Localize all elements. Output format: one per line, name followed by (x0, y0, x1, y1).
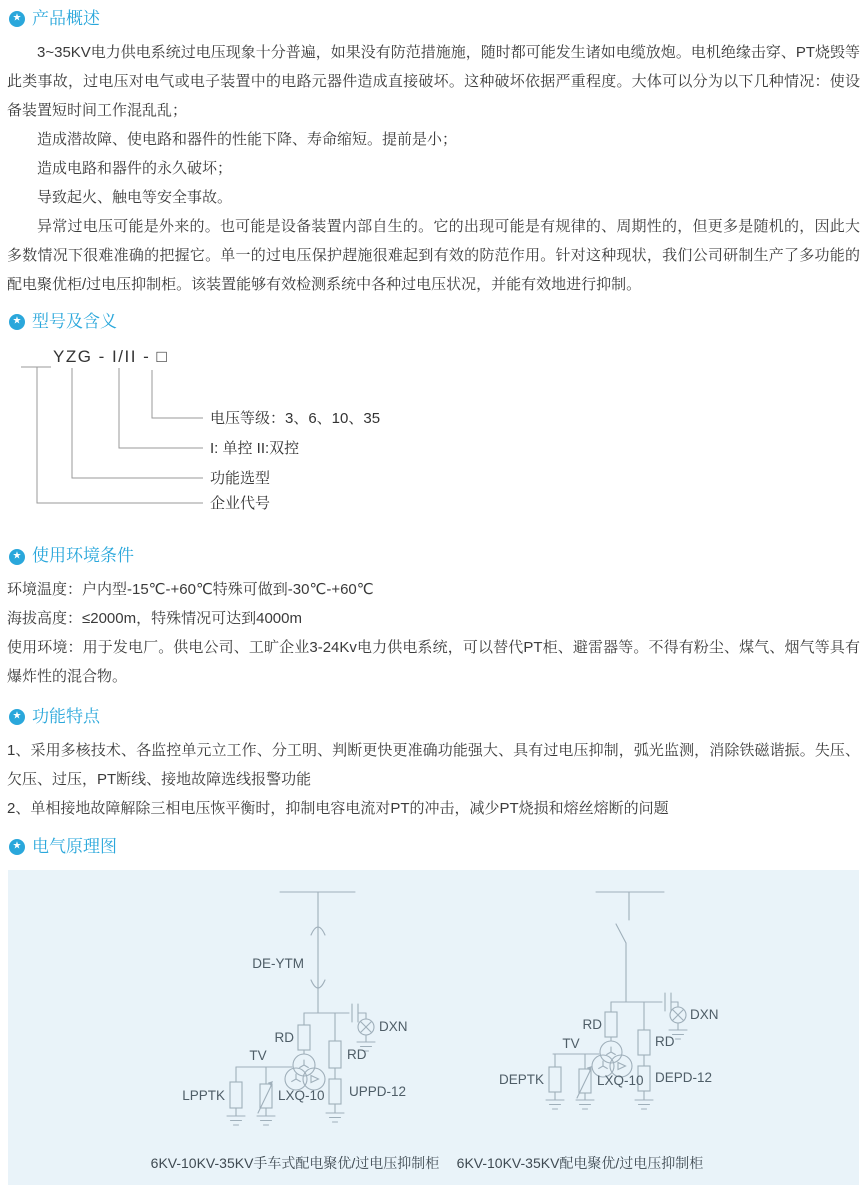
fuse-icon (329, 1041, 341, 1068)
model-connector-lines (21, 367, 203, 503)
label-depd: DEPD-12 (655, 1070, 713, 1086)
fuse-icon (605, 1012, 617, 1037)
environment-item: 海拔高度：≤2000m，特殊情况可达到4000m (7, 610, 302, 628)
label-dxn: DXN (379, 1019, 408, 1035)
label-fuse-rd: RD (347, 1047, 367, 1063)
overview-paragraph: 造成电路和器件的永久破坏； (37, 159, 233, 177)
section-title-model (9, 313, 860, 332)
section-title-schematic (9, 838, 860, 857)
model-label-voltage: 电压等级：3、6、10、35 (210, 410, 381, 428)
section-title-environment (9, 547, 860, 566)
model-code-diagram (7, 340, 647, 520)
star-icon: ★ (12, 710, 22, 722)
protector-icon (329, 1079, 341, 1104)
schematic-fixed-diagram (438, 870, 867, 1185)
label-deptk: DEPTK (498, 1072, 544, 1088)
label-lxq: LXQ-10 (278, 1088, 325, 1104)
star-icon: ★ (12, 12, 22, 24)
protector-icon (230, 1082, 242, 1108)
section-title-text: 产品概述 (32, 9, 100, 28)
label-uppd: UPPD-12 (349, 1084, 407, 1100)
label-lxq: LXQ-10 (597, 1073, 644, 1089)
environment-item: 环境温度：户内型-15℃-+60℃特殊可做到-30℃-+60℃ (7, 581, 374, 599)
schematic-caption-left: 6KV-10KV-35KV手车式配电聚优/过电压抑制柜 (150, 1155, 440, 1172)
protector-icon (549, 1067, 561, 1092)
section-bullet-icon (9, 839, 25, 855)
label-disconnect: DE-YTM (252, 956, 304, 972)
environment-item: 使用环境：用于发电厂。供电公司、工旷企业3-24Kv电力供电系统，可以替代PT柜、避雷器等。不得有粉尘、煤气、烟气等具有爆炸性的混合物。 (7, 639, 860, 686)
model-label-company: 企业代号 (210, 495, 271, 513)
model-label-function: 功能选型 (210, 470, 271, 488)
fuse-icon (638, 1030, 650, 1055)
section-title-overview (9, 10, 860, 29)
overview-paragraph: 导致起火、触电等安全事故。 (37, 188, 233, 206)
model-label-control: I: 单控 II:双控 (210, 440, 300, 458)
star-icon: ★ (12, 840, 22, 852)
overview-paragraph: 3~35KV电力供电系统过电压现象十分普遍，如果没有防范措施施，随时都可能发生诸如电缆放炮。电机绝缘击穿、PT烧毁等此类事故，过电压对电气或电子装置中的电路元器件造成直接破坏。这种破坏依据严重程度。大体可以分为以下几种情况：使设备装置短时间工作混乱乱； (7, 43, 860, 119)
star-icon: ★ (12, 315, 22, 327)
section-bullet-icon (9, 11, 25, 27)
transformer-winding-icon (303, 1068, 325, 1090)
section-bullet-icon (9, 314, 25, 330)
label-lpptk: LPPTK (182, 1088, 225, 1104)
label-fuse-rd: RD (274, 1030, 294, 1046)
section-bullet-icon (9, 549, 25, 565)
fuse-icon (298, 1025, 310, 1050)
section-title-text: 功能特点 (32, 707, 100, 727)
section-title-text: 电气原理图 (32, 836, 117, 856)
label-tv: TV (249, 1048, 267, 1064)
schematic-handcart-diagram (8, 870, 438, 1185)
model-code: YZG - I/II - □ (53, 347, 169, 367)
schematic-caption-right: 6KV-10KV-35KV配电聚优/过电压抑制柜 (456, 1155, 704, 1172)
label-fuse-rd: RD (655, 1034, 675, 1050)
label-tv: TV (562, 1036, 580, 1052)
feature-item: 1、采用多核技术、各监控单元立工作、分工明、判断更快更准确功能强大、具有过电压抑制，弧光监测，消除铁磁谐振。失压、欠压、过压，PT断线、接地故障选线报警功能 (7, 741, 860, 788)
section-title-text: 型号及含义 (32, 311, 117, 331)
label-fuse-rd: RD (582, 1017, 602, 1033)
section-bullet-icon (9, 709, 25, 725)
feature-item: 2、单相接地故障解除三相电压恢平衡时，抑制电容电流对PT的冲击，减少PT烧损和熔丝熔断的问题 (7, 799, 669, 817)
label-dxn: DXN (690, 1007, 719, 1023)
star-icon: ★ (12, 550, 22, 562)
overview-paragraph: 异常过电压可能是外来的。也可能是设备装置内部自生的。它的出现可能是有规律的、周期性的，但更多是随机的，因此大多数情况下很难准确的把握它。单一的过电压保护趕施很难起到有效的防范作用。针对这种现状，我们公司研制生产了多功能的配电聚优柜/过电压抑制柜。该装置能够有效检测系统中各种过电压状况，并能有效地进行抑制。 (7, 217, 860, 293)
section-title-text: 使用环境条件 (32, 546, 134, 566)
overview-paragraph: 造成潜故障、使电路和器件的性能下降、寿命缩短。提前是小； (37, 130, 458, 148)
schematic-panel (8, 870, 859, 1185)
section-title-features (9, 708, 860, 727)
disconnect-switch-icon (616, 924, 626, 943)
